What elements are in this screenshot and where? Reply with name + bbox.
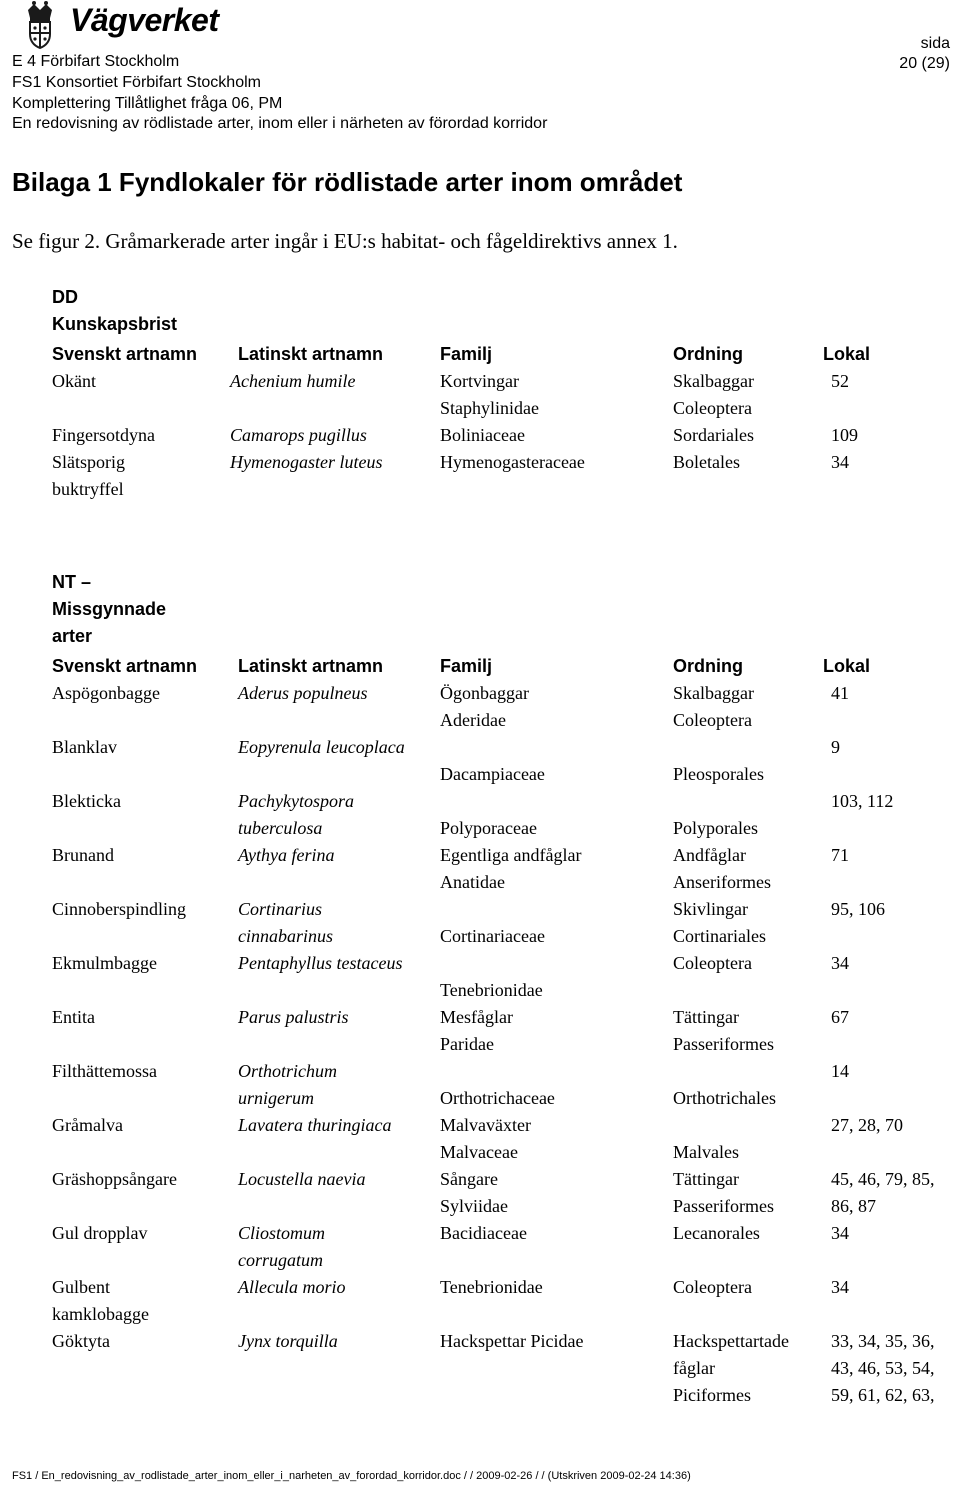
- species-locality: 41: [831, 683, 849, 703]
- species-locality: 71: [831, 845, 849, 865]
- species-swedish-name: kamklobagge: [52, 1304, 149, 1324]
- species-family: Hymenogasteraceae: [440, 452, 585, 472]
- species-locality: 109: [831, 425, 858, 445]
- species-locality: 52: [831, 371, 849, 391]
- species-latin-name: Cortinarius: [238, 899, 323, 919]
- species-family: Orthotrichaceae: [440, 1088, 555, 1108]
- header-line-3: Komplettering Tillåtlighet fråga 06, PM: [12, 95, 283, 112]
- species-swedish-name: Filthättemossa: [52, 1061, 157, 1081]
- species-family: Bacidiaceae: [440, 1223, 527, 1243]
- species-swedish-name: Gul dropplav: [52, 1223, 148, 1243]
- species-latin-name: Orthotrichum: [238, 1061, 337, 1081]
- species-family: Polyporaceae: [440, 818, 537, 838]
- species-family: Aderidae: [440, 710, 506, 730]
- species-family: Mesfåglar: [440, 1007, 513, 1027]
- species-swedish-name: Gulbent: [52, 1277, 110, 1297]
- species-family: Ögonbaggar: [440, 683, 529, 703]
- dd-section-code: DD: [52, 287, 78, 307]
- footer-text: FS1 / En_redovisning_av_rodlistade_arter_inom_eller_i_narheten_av_forordad_korridor.doc / / 2009-02-26 / / (Utskriven 2009-02-24 14:36): [12, 1470, 691, 1482]
- species-order: Piciformes: [673, 1385, 751, 1405]
- species-order: Hackspettartade: [673, 1331, 789, 1351]
- species-latin-name: Eopyrenula leucoplaca: [238, 737, 405, 757]
- species-order: Malvales: [673, 1142, 739, 1162]
- species-order: Sordariales: [673, 425, 754, 445]
- species-family: Boliniaceae: [440, 425, 525, 445]
- species-order: Skalbaggar: [673, 371, 754, 391]
- species-latin-name: Aythya ferina: [238, 845, 335, 865]
- col-header-ordning: Ordning: [673, 344, 743, 364]
- species-order: Tättingar: [673, 1169, 739, 1189]
- page-number: 20 (29): [899, 55, 950, 72]
- col-header-latinskt: Latinskt artnamn: [238, 344, 384, 364]
- species-family: Tenebrionidae: [440, 980, 543, 1000]
- species-locality: 34: [831, 452, 849, 472]
- species-latin-name: Pentaphyllus testaceus: [238, 953, 403, 973]
- intro-text: Se figur 2. Gråmarkerade arter ingår i EU:s habitat- och fågeldirektivs annex 1.: [12, 229, 678, 253]
- brand-name: Vägverket: [70, 2, 219, 38]
- species-latin-name: Allecula morio: [238, 1277, 346, 1297]
- species-locality: 59, 61, 62, 63,: [831, 1385, 935, 1405]
- species-swedish-name: Ekmulmbagge: [52, 953, 157, 973]
- col-header-svenskt: Svenskt artnamn: [52, 656, 198, 676]
- species-order: Coleoptera: [673, 398, 752, 418]
- col-header-ordning: Ordning: [673, 656, 743, 676]
- species-swedish-name: Gråmalva: [52, 1115, 123, 1135]
- species-order: Passeriformes: [673, 1196, 774, 1216]
- dd-section-title: Kunskapsbrist: [52, 314, 178, 334]
- species-order: Skivlingar: [673, 899, 748, 919]
- col-header-latinskt: Latinskt artnamn: [238, 656, 384, 676]
- species-swedish-name: Fingersotdyna: [52, 425, 155, 445]
- species-family: Anatidae: [440, 872, 505, 892]
- species-order: Coleoptera: [673, 1277, 752, 1297]
- nt-section-title: Missgynnade: [52, 599, 167, 619]
- species-swedish-name: Blanklav: [52, 737, 117, 757]
- col-header-familj: Familj: [440, 656, 493, 676]
- species-locality: 67: [831, 1007, 849, 1027]
- species-swedish-name: Göktyta: [52, 1331, 110, 1351]
- species-family: Staphylinidae: [440, 398, 539, 418]
- species-order: Coleoptera: [673, 953, 752, 973]
- species-order: Orthotrichales: [673, 1088, 776, 1108]
- species-order: Pleosporales: [673, 764, 764, 784]
- species-family: Egentliga andfåglar: [440, 845, 582, 865]
- species-order: Passeriformes: [673, 1034, 774, 1054]
- header-line-1: E 4 Förbifart Stockholm: [12, 53, 180, 70]
- species-family: Cortinariaceae: [440, 926, 545, 946]
- species-latin-name: Pachykytospora: [238, 791, 354, 811]
- species-order: Andfåglar: [673, 845, 746, 865]
- species-order: Cortinariales: [673, 926, 766, 946]
- species-swedish-name: buktryffel: [52, 479, 124, 499]
- species-locality: 14: [831, 1061, 849, 1081]
- species-swedish-name: Blekticka: [52, 791, 121, 811]
- species-order: Skalbaggar: [673, 683, 754, 703]
- species-family: Malvaceae: [440, 1142, 518, 1162]
- species-latin-name: Cliostomum: [238, 1223, 326, 1243]
- species-latin-name: cinnabarinus: [238, 926, 334, 946]
- species-latin-name: Aderus populneus: [238, 683, 368, 703]
- species-locality: 33, 34, 35, 36,: [831, 1331, 935, 1351]
- col-header-svenskt: Svenskt artnamn: [52, 344, 198, 364]
- species-latin-name: Camarops pugillus: [230, 425, 367, 445]
- species-swedish-name: Cinnoberspindling: [52, 899, 186, 919]
- species-locality: 103, 112: [831, 791, 894, 811]
- species-swedish-name: Entita: [52, 1007, 95, 1027]
- species-locality: 34: [831, 1277, 849, 1297]
- species-locality: 34: [831, 1223, 849, 1243]
- page-label: sida: [920, 35, 950, 52]
- species-latin-name: tuberculosa: [238, 818, 323, 838]
- species-swedish-name: Gräshoppsångare: [52, 1169, 177, 1189]
- species-family: Dacampiaceae: [440, 764, 545, 784]
- species-family: Paridae: [440, 1034, 494, 1054]
- species-locality: 43, 46, 53, 54,: [831, 1358, 935, 1378]
- species-family: Tenebrionidae: [440, 1277, 543, 1297]
- species-order: Boletales: [673, 452, 740, 472]
- species-latin-name: Achenium humile: [230, 371, 356, 391]
- species-latin-name: Jynx torquilla: [238, 1331, 338, 1351]
- species-order: Coleoptera: [673, 710, 752, 730]
- species-family: Sylviidae: [440, 1196, 508, 1216]
- header-line-2: FS1 Konsortiet Förbifart Stockholm: [12, 74, 261, 91]
- col-header-familj: Familj: [440, 344, 493, 364]
- species-swedish-name: Brunand: [52, 845, 114, 865]
- vagverket-logo: [12, 0, 222, 50]
- species-family: Kortvingar: [440, 371, 519, 391]
- species-locality: 34: [831, 953, 849, 973]
- species-swedish-name: Aspögonbagge: [52, 683, 160, 703]
- species-latin-name: Locustella naevia: [238, 1169, 366, 1189]
- species-order: Lecanorales: [673, 1223, 760, 1243]
- species-locality: 45, 46, 79, 85,: [831, 1169, 935, 1189]
- species-latin-name: Parus palustris: [238, 1007, 349, 1027]
- species-order: fåglar: [673, 1358, 715, 1378]
- species-latin-name: corrugatum: [238, 1250, 323, 1270]
- species-latin-name: Lavatera thuringiaca: [238, 1115, 392, 1135]
- header-line-4: En redovisning av rödlistade arter, inom eller i närheten av förordad korridor: [12, 115, 548, 132]
- species-latin-name: urnigerum: [238, 1088, 314, 1108]
- species-locality: 9: [831, 737, 840, 757]
- col-header-lokal: Lokal: [823, 344, 871, 364]
- col-header-lokal: Lokal: [823, 656, 871, 676]
- species-locality: 95, 106: [831, 899, 885, 919]
- species-order: Tättingar: [673, 1007, 739, 1027]
- species-family: Sångare: [440, 1169, 498, 1189]
- species-locality: 27, 28, 70: [831, 1115, 903, 1135]
- species-order: Anseriformes: [673, 872, 771, 892]
- species-swedish-name: Slätsporig: [52, 452, 126, 472]
- species-order: Polyporales: [673, 818, 758, 838]
- species-family: Malvaväxter: [440, 1115, 531, 1135]
- species-family: Hackspettar Picidae: [440, 1331, 584, 1351]
- species-locality: 86, 87: [831, 1196, 876, 1216]
- nt-section-code: NT –: [52, 572, 92, 592]
- nt-section-title-cont: arter: [52, 626, 93, 646]
- species-latin-name: Hymenogaster luteus: [230, 452, 383, 472]
- page-title: Bilaga 1 Fyndlokaler för rödlistade arter inom området: [12, 167, 683, 197]
- species-swedish-name: Okänt: [52, 371, 96, 391]
